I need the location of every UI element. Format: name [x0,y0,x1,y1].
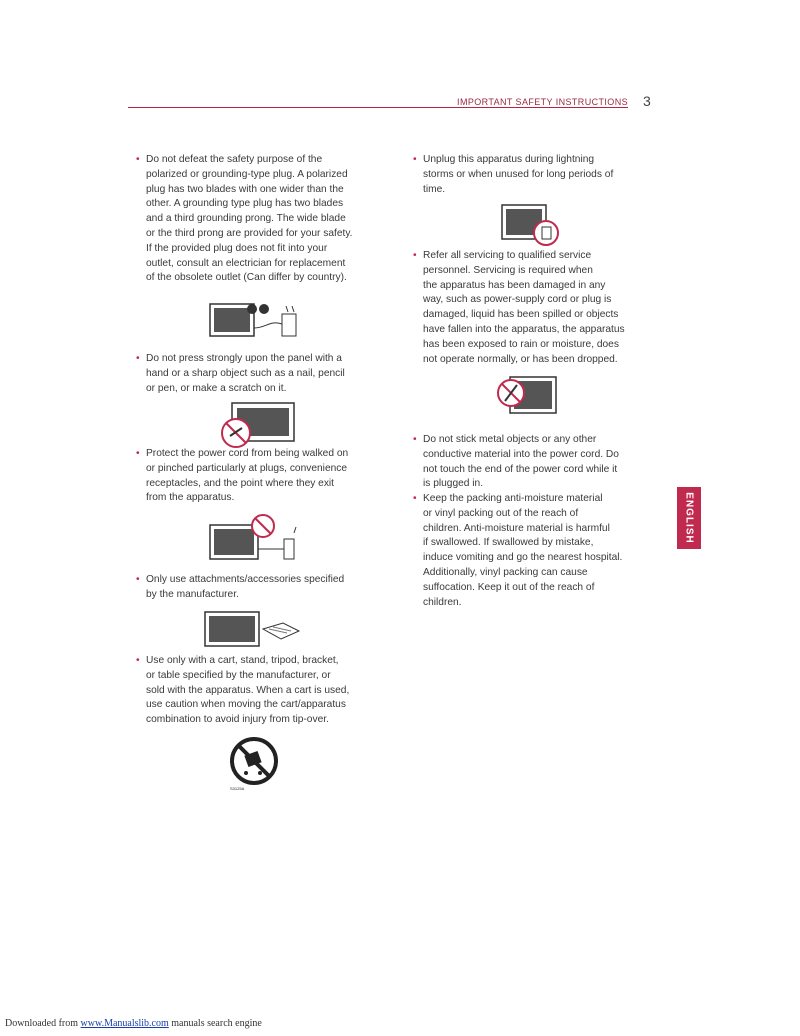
tv-servicing-illustration [496,375,560,419]
tv-cord-illustration [208,513,304,563]
bullet-text-line: or table specified by the manufacturer, or [146,669,331,681]
bullet-text-line: Refer all servicing to qualified service [423,250,592,261]
cart-tipover-warning-icon [226,735,282,791]
bullet-text-line: sold with the apparatus. When a cart is used, [146,684,350,696]
bullet-text-line: or pinched particularly at plugs, convenience [146,462,348,474]
bullet-dot: • [136,154,140,165]
bullet-unplug [413,153,663,197]
language-tab [677,487,701,549]
bullet-dot: • [413,493,417,504]
bullet-dot: • [413,250,417,261]
bullet-attachments [136,573,386,603]
page-title: IMPORTANT SAFETY INSTRUCTIONS [457,97,628,107]
manualslib-link[interactable]: www.Manualslib.com [80,1018,169,1029]
bullet-text-line: combination to avoid injury from tip-over. [146,714,329,726]
bullet-text-line: the apparatus has been damaged in any [423,279,606,291]
tv-scratch-illustration [220,400,300,450]
bullet-dot: • [136,448,140,459]
bullet-text-line: from the apparatus. [146,492,235,504]
bullet-dot: • [136,574,140,585]
bullet-polarized-plug [136,153,386,286]
bullet-text-line: Do not defeat the safety purpose of the [146,154,323,165]
bullet-text-line: or pen, or make a scratch on it. [146,382,287,394]
bullet-text-line: damaged, liquid has been spilled or objects [423,309,619,321]
bullet-text-line: Additionally, vinyl packing can cause [423,566,588,578]
bullet-text-line: If the provided plug does not fit into your [146,242,328,254]
bullet-cart [136,654,386,728]
bullet-text-line: not operate normally, or has been dropped. [423,353,618,365]
bullet-text-line: Do not stick metal objects or any other [423,434,597,445]
page-number: 3 [643,93,651,109]
bullet-text-line: outlet, consult an electrician for replacement [146,257,346,269]
bullet-dot: • [136,655,140,666]
bullet-text-line: has been exposed to rain or moisture, does [423,338,619,350]
bullet-text-line: hand or a sharp object such as a nail, pencil [146,367,345,379]
bullet-text-line: conductive material into the power cord. Do [423,448,619,460]
svg-text:S3125A: S3125A [230,786,245,791]
tv-plug-illustration [208,298,304,344]
bullet-text-line: Only use attachments/accessories specified [146,574,345,585]
bullet-text-line: induce vomiting and go the nearest hospital. [423,552,623,564]
bullet-text-line: if swallowed. If swallowed by mistake, [423,537,594,549]
language-tab-label: ENGLISH [683,492,695,544]
bullet-text-line: polarized or grounding-type plug. A polarized [146,168,348,180]
tv-unplug-illustration [500,203,560,247]
bullet-text-line: of the obsolete outlet (Can differ by country). [146,272,347,284]
bullet-text-line: and a third grounding prong. The wide blade [146,213,346,225]
bullet-text-line: children. Anti-moisture material is harmful [423,522,610,534]
bullet-dot: • [413,154,417,165]
bullet-text-line: or the third prong are provided for your safety. [146,227,353,239]
bullet-dot: • [136,353,140,364]
bullet-text-line: Do not press strongly upon the panel with a [146,353,342,364]
bullet-text-line: time. [423,183,446,195]
bullet-dot: • [413,434,417,445]
bullet-text-line: use caution when moving the cart/apparatus [146,699,346,711]
bullet-panel-pressure [136,352,386,396]
bullet-text-line: Use only with a cart, stand, tripod, bracket, [146,655,339,666]
bullet-text-line: children. [423,596,462,608]
tv-accessories-illustration [203,609,303,649]
bullet-text-line: personnel. Servicing is required when [423,264,593,276]
bullet-text-line: receptacles, and the point where they exit [146,477,335,489]
header-rule [128,107,628,108]
bullet-text-line: suffocation. Keep it out of the reach of [423,581,595,593]
bullet-text-line: or vinyl packing out of the reach of [423,507,579,519]
bullet-power-cord [136,447,386,506]
bullet-text-line: is plugged in. [423,478,484,490]
bullet-servicing [413,249,663,367]
bullet-text-line: not touch the end of the power cord while it [423,463,618,475]
bullet-text-line: way, such as power-supply cord or plug is [423,294,612,306]
bullet-text-line: plug has two blades with one wider than the [146,183,344,195]
bullet-text-line: storms or when unused for long periods of [423,168,614,180]
bullet-metal-objects [413,433,663,492]
bullet-text-line: Protect the power cord from being walked on [146,448,349,459]
bullet-text-line: by the manufacturer. [146,588,239,600]
bullet-text-line: other. A grounding type plug has two blades [146,198,344,210]
bullet-text-line: Unplug this apparatus during lightning [423,154,595,165]
bullet-packing [413,492,663,610]
bullet-text-line: Keep the packing anti-moisture material [423,493,603,504]
footer: Downloaded from www.Manualslib.com manuals search engine [5,1018,262,1029]
bullet-text-line: have fallen into the apparatus, the apparatus [423,323,625,335]
